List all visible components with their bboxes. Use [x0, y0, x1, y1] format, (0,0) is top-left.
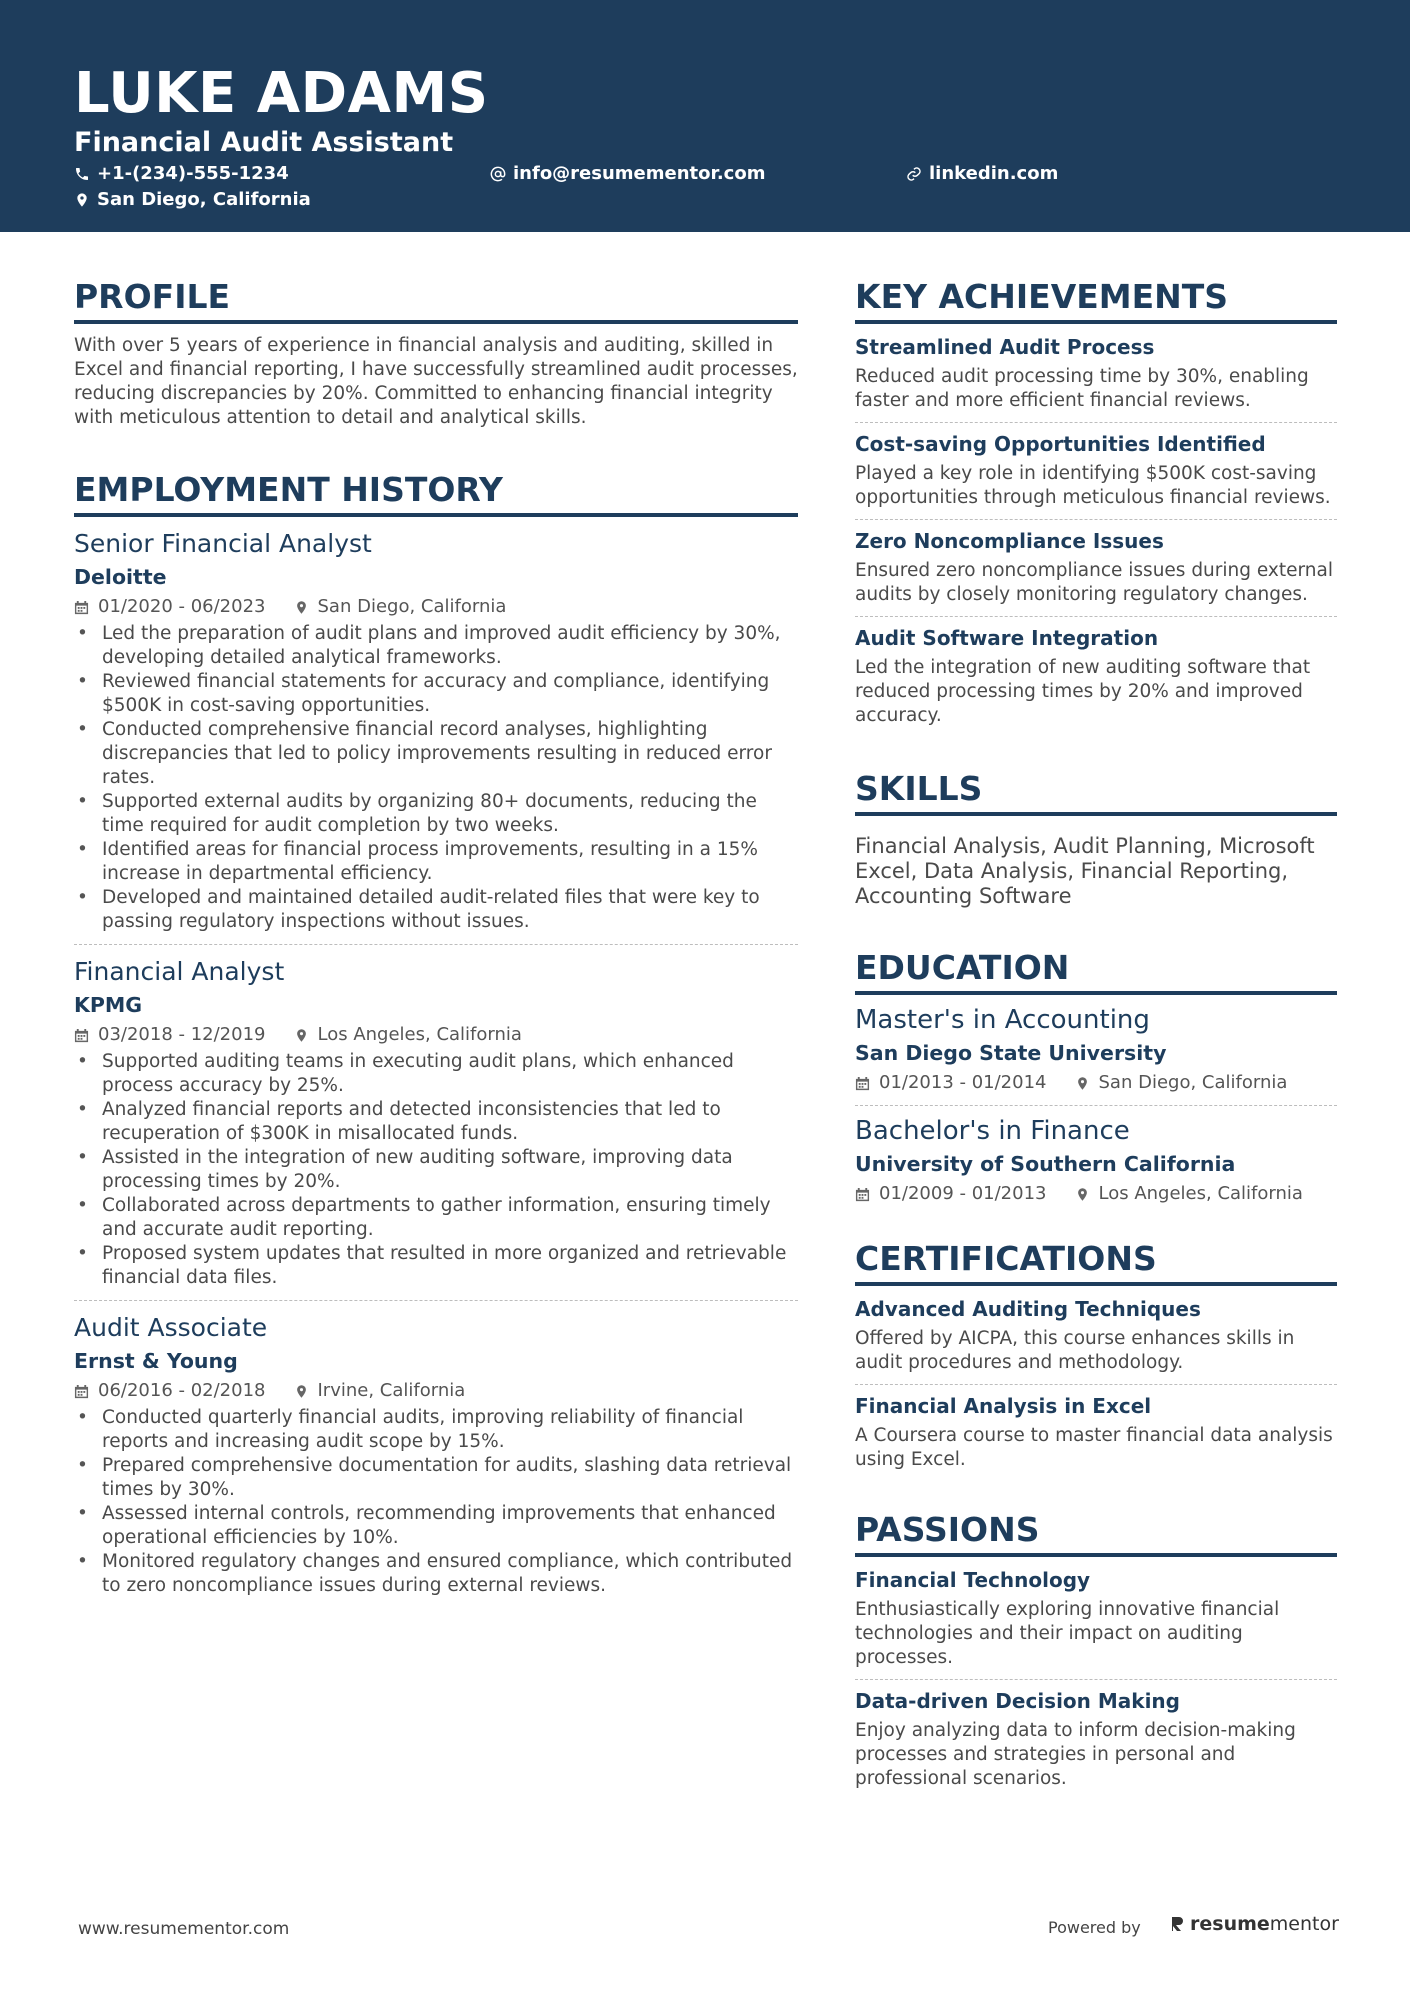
job-bullets	[74, 622, 798, 934]
achievement-item-title: Cost-saving Opportunities Identified	[855, 432, 1266, 456]
passion-item	[855, 1679, 1337, 1800]
school: San Diego State University	[855, 1041, 1167, 1065]
date-range: 03/2018 - 12/2019	[98, 1024, 266, 1045]
certification-list	[855, 1288, 1337, 1481]
calendar-icon	[855, 1076, 870, 1091]
brand-name-light: mentor	[1269, 1913, 1339, 1935]
certifications-heading: CERTIFICATIONS	[855, 1238, 1337, 1286]
passion-item-description: Enthusiastically exploring innovative financial technologies and their impact on auditing processes.	[855, 1599, 1280, 1668]
achievement-item-description: Played a key role in identifying $500K cost-saving opportunities through meticulous financial reviews.	[855, 463, 1331, 508]
job-bullet: • Collaborated across departments to gather information, ensuring timely and accurate audit reporting.	[74, 1194, 798, 1242]
email-text: info@resumementor.com	[513, 163, 766, 184]
job-list	[74, 517, 798, 1598]
skills-heading: SKILLS	[855, 768, 1337, 816]
job-bullet: • Prepared comprehensive documentation for audits, slashing data retrieval times by 30%.	[74, 1454, 798, 1502]
link-icon	[906, 166, 922, 182]
job-company: Ernst & Young	[74, 1349, 238, 1373]
certifications-section	[855, 1238, 1337, 1481]
passion-item-title: Financial Technology	[855, 1568, 1091, 1592]
school: University of Southern California	[855, 1152, 1236, 1176]
location: San Diego, California	[317, 596, 507, 617]
education-heading: EDUCATION	[855, 947, 1337, 995]
brand-name-bold: resume	[1190, 1913, 1270, 1935]
education-entry	[855, 1105, 1337, 1216]
job-title: Financial Analyst	[74, 957, 285, 986]
job-bullet: • Identified areas for financial process improvements, resulting in a 15% increase in departmental efficiency.	[74, 838, 798, 886]
right-column	[855, 276, 1337, 1800]
job-bullet: • Developed and maintained detailed audit-related files that were key to passing regulatory inspections without issues.	[74, 886, 798, 934]
job-bullet: • Assisted in the integration of new auditing software, improving data processing times by 20%.	[74, 1146, 798, 1194]
profile-heading: PROFILE	[74, 276, 798, 324]
location: Irvine, California	[317, 1380, 466, 1401]
date-range: 01/2020 - 06/2023	[98, 596, 266, 617]
job-bullet: • Reviewed financial statements for accuracy and compliance, identifying $500K in cost-saving opportunities.	[74, 670, 798, 718]
passions-heading: PASSIONS	[855, 1509, 1337, 1557]
date-range: 01/2013 - 01/2014	[879, 1072, 1047, 1093]
map-pin-icon	[1075, 1187, 1090, 1202]
date-range: 06/2016 - 02/2018	[98, 1380, 266, 1401]
footer-powered-by: Powered by	[1048, 1918, 1141, 1937]
profile-section	[74, 276, 798, 430]
achievement-item-description: Led the integration of new auditing software that reduced processing times by 20% and improved accuracy.	[855, 657, 1311, 726]
employment-section	[74, 469, 798, 1598]
resume-header	[0, 0, 1410, 232]
passions-section	[855, 1509, 1337, 1800]
candidate-title: Financial Audit Assistant	[74, 127, 454, 158]
job-bullet: • Led the preparation of audit plans and improved audit efficiency by 30%, developing detailed analytical frameworks.	[74, 622, 798, 670]
education-list	[855, 995, 1337, 1216]
achievement-item	[855, 519, 1337, 616]
education-meta	[855, 1182, 1337, 1206]
skills-text: Financial Analysis, Audit Planning, Microsoft Excel, Data Analysis, Financial Reporting, Accounting Software	[855, 834, 1315, 908]
brand-mark-icon	[1170, 1915, 1184, 1933]
job-meta	[74, 1379, 798, 1403]
job-bullets	[74, 1406, 798, 1598]
location: Los Angeles, California	[317, 1024, 522, 1045]
achievements-heading: KEY ACHIEVEMENTS	[855, 276, 1337, 324]
job-meta	[74, 595, 798, 619]
calendar-icon	[855, 1187, 870, 1202]
degree: Bachelor's in Finance	[855, 1116, 1130, 1146]
passion-item	[855, 1559, 1337, 1679]
job-bullet: • Proposed system updates that resulted in more organized and retrievable financial data files.	[74, 1242, 798, 1290]
education-entry	[855, 995, 1337, 1105]
certification-item-title: Financial Analysis in Excel	[855, 1394, 1152, 1418]
profile-text: With over 5 years of experience in financial analysis and auditing, skilled in Excel and financial reporting, I have successfully streamlined audit processes, reducing discrepancies by 20%. Committed to enhancing financial integrity with meticulous attention to detail and analytical skills.	[74, 335, 798, 428]
map-pin-icon	[1075, 1076, 1090, 1091]
location: San Diego, California	[1098, 1072, 1288, 1093]
phone-contact[interactable]	[74, 162, 289, 186]
map-pin-icon	[74, 192, 90, 208]
achievement-item-title: Streamlined Audit Process	[855, 335, 1155, 359]
job-bullet: • Monitored regulatory changes and ensured compliance, which contributed to zero noncompliance issues during external reviews.	[74, 1550, 798, 1598]
achievements-section	[855, 276, 1337, 737]
map-pin-icon	[294, 1028, 309, 1043]
achievement-item-description: Ensured zero noncompliance issues during external audits by closely monitoring regulatory changes.	[855, 560, 1334, 605]
left-column	[74, 276, 798, 1598]
achievement-item-description: Reduced audit processing time by 30%, enabling faster and more efficient financial reviews.	[855, 366, 1309, 411]
degree: Master's in Accounting	[855, 1005, 1150, 1035]
linkedin-text: linkedin.com	[929, 163, 1059, 184]
date-range: 01/2009 - 01/2013	[879, 1183, 1047, 1204]
job-entry	[74, 517, 798, 934]
certification-item-description: Offered by AICPA, this course enhances skills in audit procedures and methodology.	[855, 1328, 1295, 1373]
calendar-icon	[74, 1384, 89, 1399]
job-meta	[74, 1023, 798, 1047]
job-bullet: • Assessed internal controls, recommending improvements that enhanced operational efficiencies by 10%.	[74, 1502, 798, 1550]
achievement-item	[855, 326, 1337, 422]
job-bullets	[74, 1050, 798, 1290]
location-contact	[74, 188, 311, 212]
job-entry	[74, 1300, 798, 1598]
certification-item	[855, 1288, 1337, 1384]
skills-section	[855, 768, 1337, 909]
employment-heading: EMPLOYMENT HISTORY	[74, 469, 798, 517]
job-bullet: • Conducted comprehensive financial record analyses, highlighting discrepancies that led to policy improvements resulting in reduced error rates.	[74, 718, 798, 790]
certification-item-description: A Coursera course to master financial data analysis using Excel.	[855, 1425, 1333, 1470]
certification-item-title: Advanced Auditing Techniques	[855, 1297, 1201, 1321]
calendar-icon	[74, 600, 89, 615]
certification-item	[855, 1384, 1337, 1481]
job-bullet: • Analyzed financial reports and detected inconsistencies that led to recuperation of $300K in misallocated funds.	[74, 1098, 798, 1146]
job-title: Senior Financial Analyst	[74, 529, 372, 558]
job-company: KPMG	[74, 993, 143, 1017]
achievement-list	[855, 326, 1337, 737]
passion-item-title: Data-driven Decision Making	[855, 1689, 1180, 1713]
location-text: San Diego, California	[97, 189, 311, 210]
job-bullet: • Conducted quarterly financial audits, improving reliability of financial reports and increasing audit scope by 15%.	[74, 1406, 798, 1454]
job-company: Deloitte	[74, 565, 167, 589]
phone-icon	[74, 166, 90, 182]
job-entry	[74, 944, 798, 1290]
candidate-name: LUKE ADAMS	[74, 61, 489, 126]
job-bullet: • Supported auditing teams in executing audit plans, which enhanced process accuracy by 25%.	[74, 1050, 798, 1098]
achievement-item-title: Audit Software Integration	[855, 626, 1159, 650]
passion-item-description: Enjoy analyzing data to inform decision-making processes and strategies in personal and professional scenarios.	[855, 1720, 1296, 1789]
passion-list	[855, 1559, 1337, 1800]
job-title: Audit Associate	[74, 1313, 268, 1342]
achievement-item	[855, 616, 1337, 737]
location: Los Angeles, California	[1098, 1183, 1303, 1204]
phone-text: +1-(234)-555-1234	[97, 163, 289, 184]
map-pin-icon	[294, 1384, 309, 1399]
education-section	[855, 947, 1337, 1216]
at-sign-icon	[490, 166, 506, 182]
achievement-item-title: Zero Noncompliance Issues	[855, 529, 1164, 553]
footer-website[interactable]: www.resumementor.com	[78, 1919, 290, 1939]
email-contact[interactable]	[490, 162, 765, 186]
linkedin-contact[interactable]	[906, 162, 1058, 186]
map-pin-icon	[294, 600, 309, 615]
job-bullet: • Supported external audits by organizing 80+ documents, reducing the time required for audit completion by two weeks.	[74, 790, 798, 838]
footer-brand-logo[interactable]	[1170, 1913, 1339, 1935]
calendar-icon	[74, 1028, 89, 1043]
achievement-item	[855, 422, 1337, 519]
education-meta	[855, 1071, 1337, 1095]
